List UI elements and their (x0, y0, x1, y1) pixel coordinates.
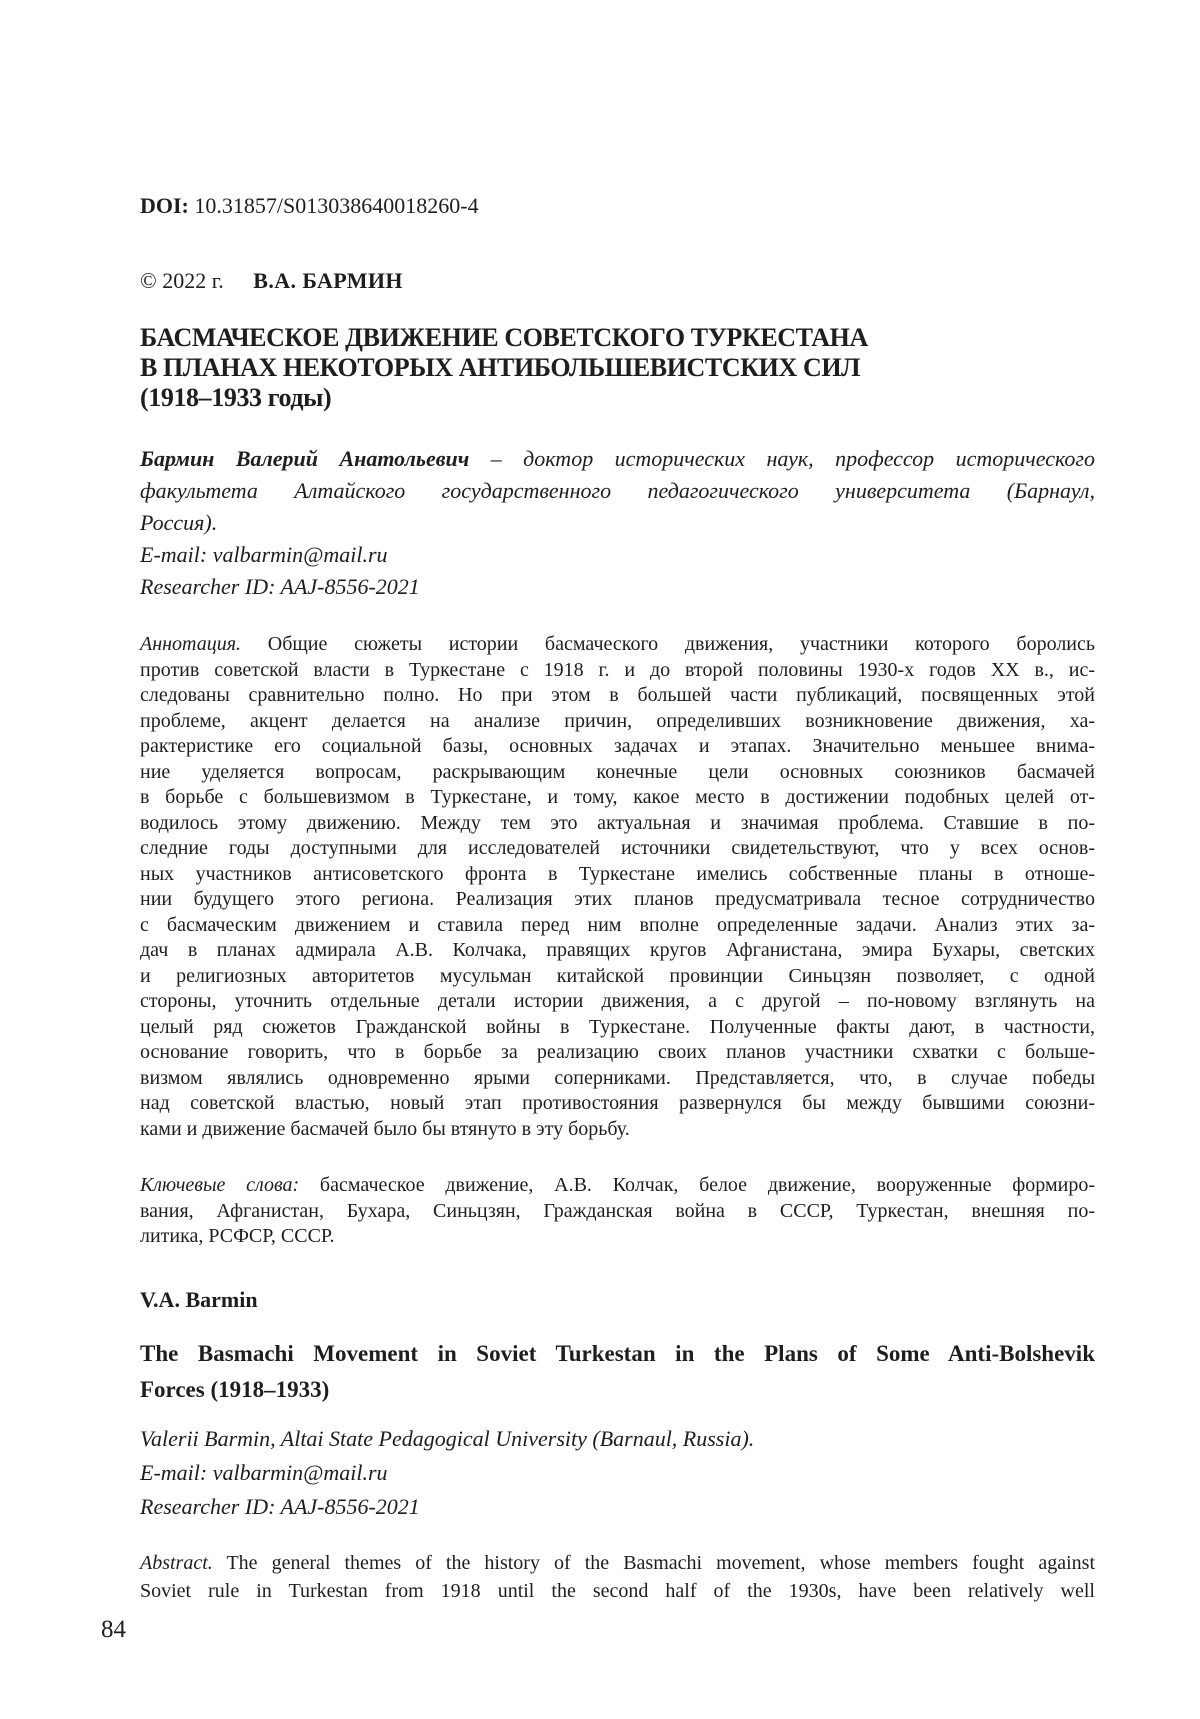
article-title-en (140, 1336, 1095, 1408)
title-en-line: The Basmachi Movement in Soviet Turkestan in the Plans of Some Anti-Bolshevik (140, 1340, 1095, 1366)
author-block-en (140, 1422, 1095, 1524)
annotation-line: нии будущего этого региона. Реализация этих планов предусматривала тесное сотрудничество (140, 888, 1095, 910)
author-en-affiliation: Valerii Barmin, Altai State Pedagogical University (Barnaul, Russia). (140, 1425, 755, 1451)
article-title-ru (140, 323, 1095, 413)
doi-line (140, 193, 1095, 219)
annotation-line: проблеме, акцент делается на анализе причин, определивших возникновение движения, ха- (140, 709, 1095, 732)
page-number: 84 (101, 1616, 126, 1643)
annotation-line: рактеристике его социальной базы, основных задачах и этапах. Значительно меньшее внима- (140, 735, 1095, 757)
annotation-line: целый ряд сюжетов Гражданской войны в Туркестане. Полученные факты дают, в частности, (140, 1015, 1095, 1038)
author-ru-email: E-mail: valbarmin@mail.ru (140, 542, 388, 567)
author-ru-degrees: – доктор исторических наук, профессор исторического (469, 446, 1095, 471)
doi-label: DOI: (140, 193, 189, 218)
author-ru-researcher-id: Researcher ID: AAJ-8556-2021 (140, 574, 420, 599)
annotation-block (140, 632, 1095, 1142)
abstract-lines (140, 1577, 1095, 1605)
copyright-year: © 2022 г. (140, 268, 224, 293)
abstract-first-line-text: The general themes of the history of the Basmachi movement, whose members fought against (212, 1551, 1095, 1574)
annotation-line: водилось этому движению. Между тем это актуальная и значимая проблема. Ставшие в по- (140, 811, 1095, 834)
annotation-line: с басмаческим движением и ставила перед ним вполне определенные задачи. Анализ этих за- (140, 913, 1095, 936)
keywords-first-line-text: басмаческое движение, А.В. Колчак, белое движение, вооруженные формиро- (299, 1174, 1095, 1196)
doi-value: 10.31857/S013038640018260-4 (194, 193, 479, 218)
copyright-line (140, 268, 1095, 294)
annotation-line: над советской властью, новый этап противостояния развернулся бы между бывшими союзни- (140, 1092, 1095, 1114)
annotation-line: следние годы доступными для исследователей источники свидетельствуют, что у всех основ- (140, 837, 1095, 859)
abstract-line (140, 1549, 1095, 1577)
annotation-line: основание говорить, что в борьбе за реализацию своих планов участники схватки с больше- (140, 1041, 1095, 1063)
abstract-line: Soviet rule in Turkestan from 1918 until the second half of the 1930s, have been relatively well (140, 1579, 1095, 1602)
annotation-line: ных участников антисоветского фронта в Туркестане имелись собственные планы в отноше- (140, 862, 1095, 885)
author-ru-line (140, 443, 1095, 475)
annotation-line: визмом являлись одновременно ярыми соперниками. Представляется, что, в случае победы (140, 1066, 1095, 1089)
annotation-line (140, 632, 1095, 658)
annotation-line: в борьбе с большевизмом в Туркестане, и тому, какое место в достижении подобных целей от- (140, 786, 1095, 808)
title-ru-line: (1918–1933 годы) (140, 383, 332, 412)
author-ru-country-line: Россия). (140, 510, 218, 535)
abstract-block (140, 1549, 1095, 1605)
keywords-lines (140, 1199, 1095, 1250)
annotation-line: стороны, уточнить отдельные детали истории движения, а с другой – по-новому взглянуть на (140, 990, 1095, 1012)
keywords-lead: Ключевые слова: (140, 1174, 300, 1196)
author-en-researcher-id: Researcher ID: AAJ-8556-2021 (140, 1493, 420, 1519)
annotation-line: ние уделяется вопросам, раскрывающим конечные цели основных союзников басмачей (140, 760, 1095, 783)
annotation-line: и религиозных авторитетов мусульман китайской провинции Синьцзян позволяет, с одной (140, 964, 1095, 987)
abstract-lead: Abstract. (140, 1551, 213, 1574)
title-ru-line: БАСМАЧЕСКОЕ ДВИЖЕНИЕ СОВЕТСКОГО ТУРКЕСТАНА (140, 323, 868, 352)
page-content (140, 193, 1095, 1605)
keywords-line: вания, Афганистан, Бухара, Синьцзян, Гражданская война в СССР, Туркестан, внешняя по- (140, 1199, 1095, 1222)
annotation-line: следованы сравнительно полно. Но при этом в большей части публикаций, посвященных этой (140, 684, 1095, 706)
annotation-line: против советской власти в Туркестане с 1918 г. и до второй половины 1930-х годов XX в., ис- (140, 658, 1095, 681)
annotation-line: дач в планах адмирала А.В. Колчака, правящих кругов Афганистана, эмира Бухары, светских (140, 939, 1095, 961)
author-name-ru-caps: В.А. БАРМИН (253, 268, 403, 293)
author-ru-affiliation-line: факультета Алтайского государственного педагогического университета (Барнаул, (140, 478, 1095, 503)
author-block-ru (140, 443, 1095, 603)
keywords-block (140, 1173, 1095, 1250)
author-ru-name: Бармин Валерий Анатольевич (140, 446, 470, 471)
keywords-line (140, 1173, 1095, 1199)
annotation-lines (140, 658, 1095, 1143)
title-ru-line: В ПЛАНАХ НЕКОТОРЫХ АНТИБОЛЬШЕВИСТСКИХ СИЛ (140, 353, 861, 382)
annotation-first-line-text: Общие сюжеты истории басмаческого движения, участники которого боролись (241, 633, 1095, 655)
keywords-line: литика, РСФСР, СССР. (140, 1225, 335, 1247)
annotation-line: ками и движение басмачей было бы втянуто в эту борьбу. (140, 1117, 630, 1140)
author-name-en: V.A. Barmin (140, 1286, 258, 1312)
author-en-email: E-mail: valbarmin@mail.ru (140, 1459, 388, 1485)
annotation-lead: Аннотация. (140, 633, 242, 655)
title-en-line: Forces (1918–1933) (140, 1376, 330, 1402)
